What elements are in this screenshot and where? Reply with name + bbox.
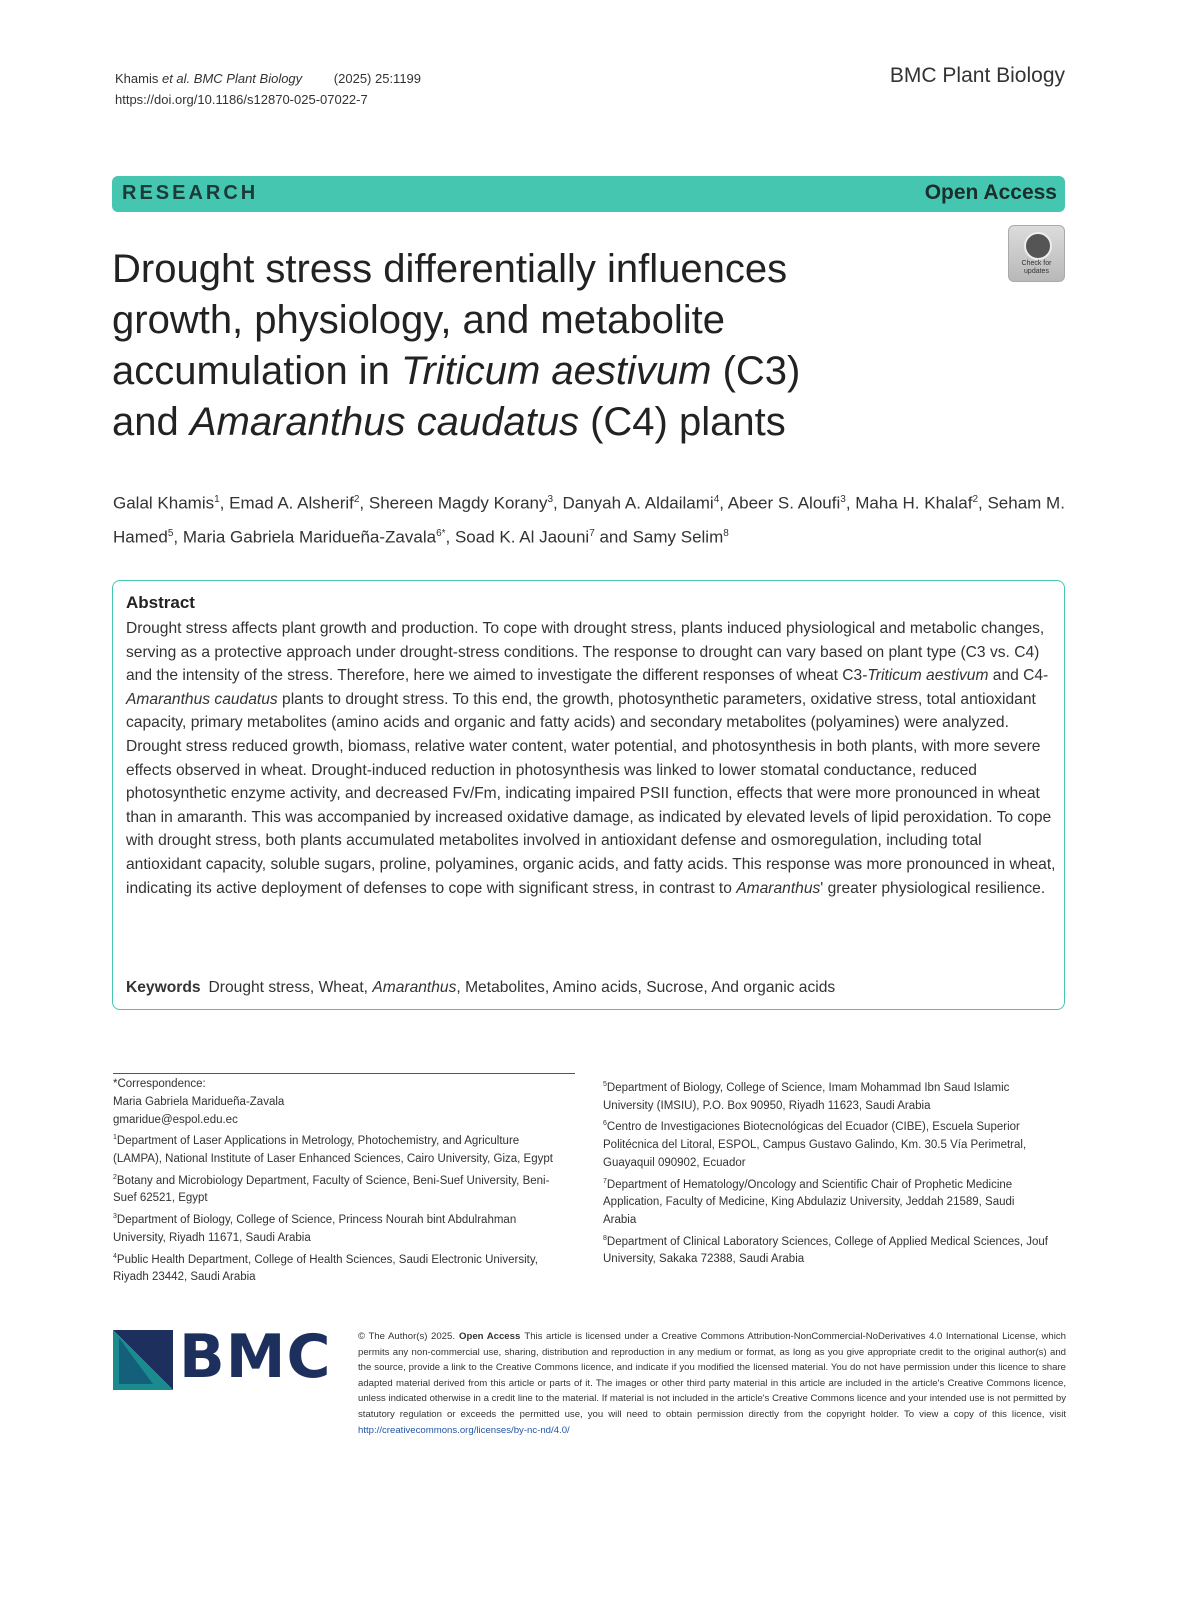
affiliation-sup: 8	[603, 1234, 607, 1242]
bmc-logo	[113, 1322, 332, 1392]
footnotes-left	[113, 1076, 553, 1287]
license-open-access: Open Access	[459, 1331, 521, 1342]
abstract-part: ' greater physiological resilience.	[820, 879, 1046, 897]
affiliation-sup: 3	[113, 1213, 117, 1221]
keywords-species: Amaranthus	[372, 979, 457, 996]
title-species-2: Amaranthus caudatus	[189, 400, 579, 444]
author-name[interactable]: Maha H. Khalaf	[855, 493, 973, 513]
keywords-text: , Metabolites, Amino acids, Sucrose, And organic acids	[456, 979, 836, 996]
affiliation-7	[603, 1173, 1048, 1230]
open-access-label: Open Access	[924, 181, 1057, 204]
keywords-label: Keywords	[126, 979, 201, 996]
license-text	[358, 1329, 1066, 1438]
bmc-logo-word: BMC	[179, 1322, 332, 1392]
check-updates-line2: updates	[1024, 268, 1049, 275]
correspondence-label: *Correspondence:	[113, 1078, 206, 1090]
author-affiliation-sup: 4	[713, 494, 720, 505]
author-affiliation-sup: 6*	[436, 527, 446, 539]
journal-name: BMC Plant Biology	[889, 64, 1065, 87]
abstract-heading: Abstract	[126, 593, 195, 612]
author-affiliation-sup: 1	[214, 494, 220, 505]
abstract-part: and C4-	[988, 667, 1049, 685]
title-text: (C4) plants	[578, 400, 786, 444]
affiliation-sup: 4	[113, 1252, 117, 1260]
author-affiliation-sup: 3	[840, 494, 846, 505]
keywords-line	[126, 979, 835, 997]
title-text: (C3)	[711, 349, 801, 393]
affiliation-4	[113, 1248, 553, 1287]
affiliation-5	[603, 1076, 1048, 1115]
title-species-1: Triticum aestivum	[401, 349, 712, 393]
affiliation-text: Department of Biology, College of Science, Imam Mohammad Ibn Saud Islamic University (IMSIU), P.O. Box 90950, Riyadh 11623, Saudi Arabia	[603, 1081, 1010, 1112]
title-text: and	[112, 400, 190, 444]
affiliation-3	[113, 1208, 553, 1247]
affiliation-2	[113, 1169, 553, 1208]
affiliation-text: Department of Laser Applications in Metrology, Photochemistry, and Agriculture (LAMPA), National Institute of Laser Enhanced Sciences, Cairo University, Giza, Egypt	[113, 1135, 553, 1166]
abstract-species: Amaranthus caudatus	[126, 690, 278, 708]
author-name[interactable]: Seham M. Hamed	[113, 493, 1065, 547]
citation-year-volume: (2025) 25:1199	[333, 71, 422, 86]
citation-line	[115, 68, 421, 89]
abstract-text	[126, 617, 1056, 900]
author-affiliation-sup: 3	[547, 494, 554, 505]
affiliation-6	[603, 1115, 1048, 1172]
affiliation-text: Public Health Department, College of Health Sciences, Saudi Electronic University, Riyadh 23442, Saudi Arabia	[113, 1253, 538, 1284]
footnote-divider	[113, 1073, 575, 1074]
research-label: RESEARCH	[122, 182, 259, 204]
citation-authors: Khamis	[115, 71, 159, 86]
affiliation-text: Department of Hematology/Oncology and Scientific Chair of Prophetic Medicine Application, Faculty of Medicine, King Abdulaziz University, Jeddah 21589, Saudi Arabia	[603, 1178, 1015, 1227]
affiliation-sup: 6	[603, 1120, 607, 1128]
author-affiliation-sup: 7	[589, 527, 595, 539]
title-line-2: growth, physiology, and metabolite	[112, 298, 725, 342]
article-title	[112, 244, 972, 448]
abstract-species: Amaranthus	[736, 879, 821, 897]
author-affiliation-sup: 5	[167, 527, 174, 539]
affiliation-text: Botany and Microbiology Department, Faculty of Science, Beni-Suef University, Beni-Suef 62521, Egypt	[113, 1174, 550, 1205]
abstract-part: Drought stress affects plant growth and production. To cope with drought stress, plants induced physiological and metabolic changes, serving as a protective approach under drought-stress conditions. The response to drought can vary based on plant type (C3 vs. C4) and the intensity of the stress. Therefore, here we aimed to investigate the different responses of wheat C3-	[126, 620, 1045, 685]
abstract-species: Triticum aestivum	[867, 667, 989, 685]
author-affiliation-sup: 2	[353, 494, 360, 505]
title-line-3	[112, 346, 972, 397]
correspondence-email[interactable]: gmaridue@espol.edu.ec	[113, 1113, 238, 1126]
author-affiliation-sup: 2	[972, 494, 979, 505]
author-list: Galal Khamis$^1$, Emad A. Alsherif$^2$, Shereen Magdy Korany$^3$, Danyah A. Aldailami$^4$, Abeer S. Aloufi$^3$, Maha H. Khalaf$^2$, Seham M. Hamed$^5$, Maria Gabriela Maridueña-Zavala$^{6*}$, Soad K. Al Jaouni$^7$ and Samy Selim$^8$	[113, 493, 1065, 547]
affiliation-text: Centro de Investigaciones Biotecnológicas del Ecuador (CIBE), Escuela Superior Politécnica del Litoral, ESPOL, Campus Gustavo Galindo, Km. 30.5 Vía Perimetral, Guayaquil 090902, Ecuador	[603, 1121, 1027, 1169]
footnotes-right	[603, 1076, 1048, 1269]
license-body: This article is licensed under a Creative Commons Attribution-NonCommercial-NoDerivatives 4.0 International License, which permits any non-commercial use, sharing, distribution and reproduction in any medium or format, as long as you give appropriate credit to the original author(s) and the source, provide a link to the Creative Commons licence, and indicate if you modified the licensed material. You do not have permission under this licence to share adapted material derived from this article or parts of it. The images or other third party material in this article are included in the article's Creative Commons licence, unless indicated otherwise in a credit line to the material. If material is not included in the article's Creative Commons licence and your intended use is not permitted by statutory regulation or exceeds the permitted use, you will need to obtain permission directly from the copyright holder. To view a copy of this licence, visit	[358, 1331, 1066, 1420]
keywords-text: Drought stress, Wheat,	[208, 979, 373, 996]
author-name[interactable]: Emad A. Alsherif	[229, 493, 354, 513]
affiliation-sup: 5	[603, 1081, 607, 1088]
license-url[interactable]: http://creativecommons.org/licenses/by-nc-nd/4.0/	[358, 1424, 570, 1436]
title-line-4	[112, 397, 972, 448]
abstract-box	[112, 580, 1065, 1010]
affiliation-text: Department of Clinical Laboratory Sciences, College of Applied Medical Sciences, Jouf University, Sakaka 72388, Saudi Arabia	[603, 1235, 1048, 1266]
check-updates-ring-icon	[1024, 232, 1052, 260]
affiliation-text: Department of Biology, College of Science, Princess Nourah bint Abdulrahman University, Riyadh 11671, Saudi Arabia	[113, 1214, 517, 1244]
author-name[interactable]: Samy Selim	[632, 527, 724, 547]
author-name[interactable]: Shereen Magdy Korany	[368, 493, 548, 513]
affiliation-8	[603, 1230, 1048, 1269]
article-type-banner	[112, 176, 1065, 212]
doi-link[interactable]: https://doi.org/10.1186/s12870-025-07022-7	[115, 92, 368, 107]
citation-etal: et al.	[158, 71, 191, 86]
affiliation-sup: 7	[603, 1177, 607, 1185]
bmc-logo-icon	[113, 1330, 173, 1390]
license-copyright: © The Author(s) 2025.	[358, 1331, 455, 1342]
author-name[interactable]: Maria Gabriela Maridueña-Zavala	[182, 527, 437, 547]
check-for-updates-icon[interactable]	[1008, 225, 1065, 282]
citation-header	[115, 68, 421, 110]
author-name[interactable]: Danyah A. Aldailami	[562, 493, 714, 513]
check-updates-text	[1011, 260, 1062, 276]
author-name[interactable]: Soad K. Al Jaouni	[454, 527, 590, 547]
affiliation-1	[113, 1129, 553, 1168]
author-affiliation-sup: 8	[723, 527, 729, 539]
title-line-1: Drought stress differentially influences	[112, 247, 788, 291]
affiliation-sup: 1	[113, 1134, 117, 1142]
citation-journal: BMC Plant Biology	[193, 71, 303, 86]
title-text: accumulation in	[112, 349, 402, 393]
correspondence-name: Maria Gabriela Maridueña-Zavala	[113, 1095, 285, 1108]
author-name[interactable]: Abeer S. Aloufi	[727, 493, 841, 513]
author-name[interactable]: Galal Khamis	[113, 493, 215, 513]
affiliation-sup: 2	[113, 1173, 117, 1181]
check-updates-line1: Check for	[1021, 260, 1052, 267]
abstract-part: plants to drought stress. To this end, the growth, photosynthetic parameters, oxidative stress, total antioxidant capacity, primary metabolites (amino acids and organic and fatty acids) and secondary metabolites (polyamines) were analyzed. Drought stress reduced growth, biomass, relative water content, water potential, and photosynthesis in both plants, with more severe effects observed in wheat. Drought-induced reduction in photosynthesis was linked to lower stomatal conductance, reduced photosynthetic enzyme activity, and decreased Fv/Fm, indicating impaired PSII function, effects that were more pronounced in wheat than in amaranth. This was accompanied by increased oxidative damage, as indicated by elevated levels of lipid peroxidation. To cope with drought stress, both plants accumulated metabolites involved in antioxidant defense and osmoregulation, including total antioxidant capacity, soluble sugars, proline, polyamines, organic acids, and fatty acids. This response was more pronounced in wheat, indicating its active deployment of defenses to cope with significant stress, in contrast to	[126, 690, 1056, 897]
